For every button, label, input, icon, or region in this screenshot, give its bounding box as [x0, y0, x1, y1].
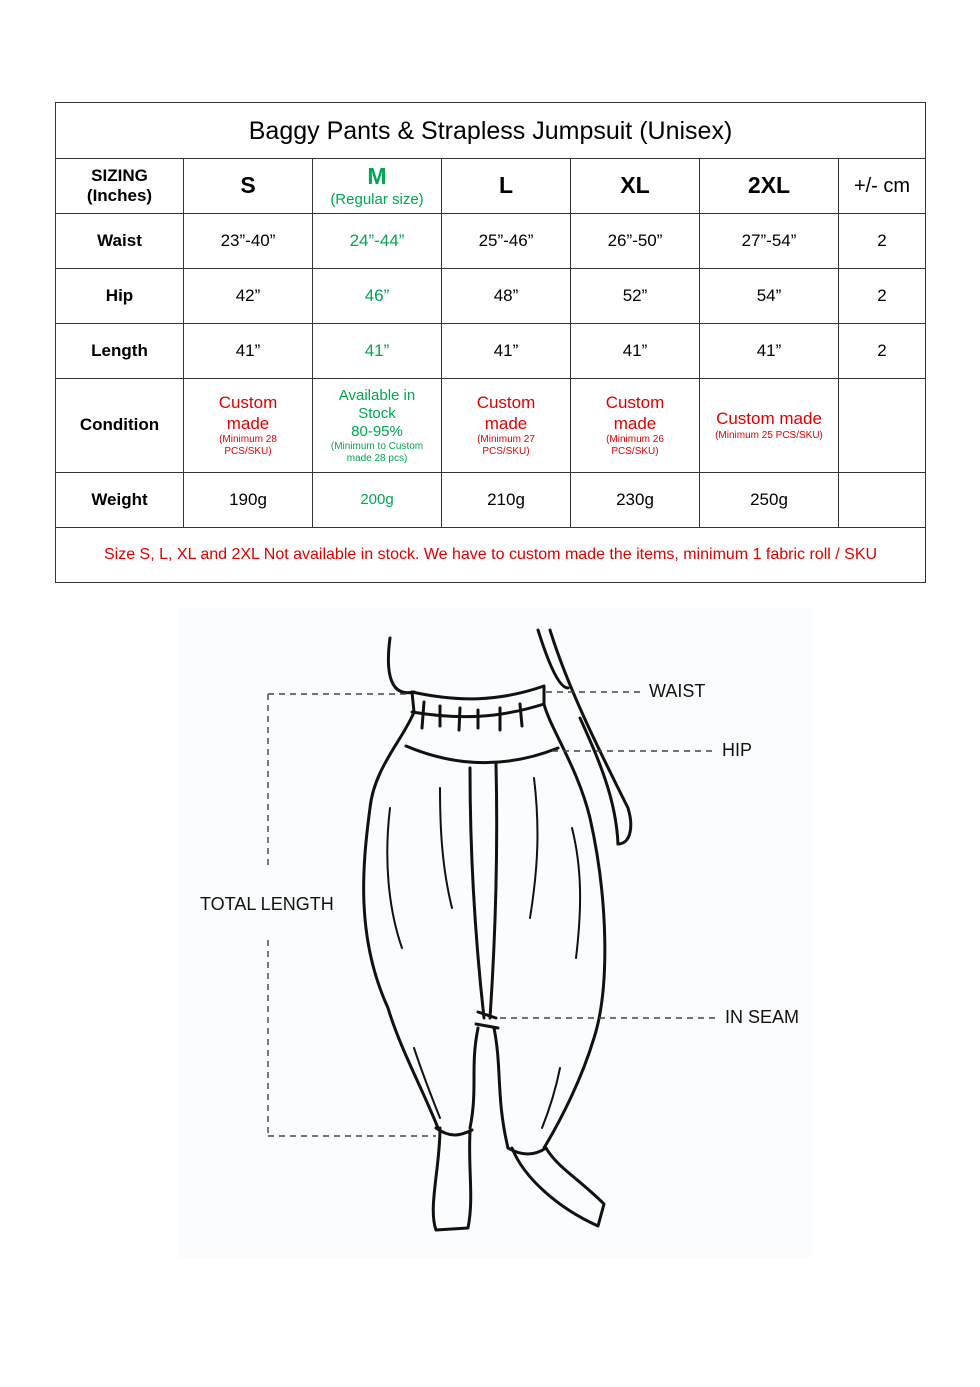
stock-note: Size S, L, XL and 2XL Not available in stock. We have to custom made the items, minimum 1 fabric roll / SKU	[56, 528, 926, 583]
hip-m: 46”	[313, 269, 442, 324]
table-row	[56, 214, 926, 269]
hip-label: Hip	[56, 269, 184, 324]
condition-xl-main: Custom made	[605, 393, 665, 433]
weight-xl: 230g	[571, 473, 700, 528]
size-2xl-header: 2XL	[700, 159, 839, 214]
waist-m: 24”-44”	[313, 214, 442, 269]
waist-xl: 26”-50”	[571, 214, 700, 269]
condition-2xl	[700, 379, 839, 473]
weight-l: 210g	[442, 473, 571, 528]
condition-s-note: (Minimum 28 PCS/SKU)	[219, 433, 277, 457]
hip-tolerance: 2	[839, 269, 926, 324]
size-xl-header: XL	[571, 159, 700, 214]
condition-2xl-note: (Minimum 25 PCS/SKU)	[715, 429, 823, 441]
hip-2xl: 54”	[700, 269, 839, 324]
total-length-label-diagram: TOTAL LENGTH	[200, 894, 334, 914]
inches-label: (Inches)	[86, 186, 153, 205]
table-row	[56, 379, 926, 473]
condition-m-line3: 80-95%	[351, 422, 403, 440]
condition-xl	[571, 379, 700, 473]
condition-2xl-main: Custom made	[716, 409, 822, 429]
waist-2xl: 27”-54”	[700, 214, 839, 269]
weight-tolerance	[839, 473, 926, 528]
size-l-header: L	[442, 159, 571, 214]
length-s: 41”	[184, 324, 313, 379]
condition-l-note: (Minimum 27 PCS/SKU)	[477, 433, 535, 457]
waist-label: Waist	[56, 214, 184, 269]
weight-m: 200g	[313, 473, 442, 528]
header-row	[56, 159, 926, 214]
sizing-header	[56, 159, 184, 214]
condition-tolerance	[839, 379, 926, 473]
length-label: Length	[56, 324, 184, 379]
table-row	[56, 269, 926, 324]
hip-s: 42”	[184, 269, 313, 324]
in-seam-label-diagram: IN SEAM	[725, 1007, 800, 1027]
sizing-label: SIZING	[91, 165, 148, 185]
condition-s-main: Custom made	[218, 393, 278, 433]
table-title: Baggy Pants & Strapless Jumpsuit (Unisex)	[56, 103, 926, 159]
condition-label: Condition	[56, 379, 184, 473]
weight-label: Weight	[56, 473, 184, 528]
waist-s: 23”-40”	[184, 214, 313, 269]
length-2xl: 41”	[700, 324, 839, 379]
hip-l: 48”	[442, 269, 571, 324]
condition-m-line2: Stock	[358, 404, 396, 422]
waist-l: 25”-46”	[442, 214, 571, 269]
table-row	[56, 473, 926, 528]
length-xl: 41”	[571, 324, 700, 379]
size-chart-table	[55, 102, 926, 583]
length-l: 41”	[442, 324, 571, 379]
size-s-header: S	[184, 159, 313, 214]
pants-illustration	[178, 608, 812, 1258]
length-m: 41”	[313, 324, 442, 379]
regular-size-note: (Regular size)	[330, 190, 424, 208]
weight-2xl: 250g	[700, 473, 839, 528]
condition-s	[184, 379, 313, 473]
hip-label-diagram: HIP	[722, 740, 753, 760]
waist-tolerance: 2	[839, 214, 926, 269]
condition-l	[442, 379, 571, 473]
tolerance-header: +/- cm	[839, 159, 926, 214]
pants-measurement-diagram	[178, 608, 812, 1258]
table-row	[56, 324, 926, 379]
condition-m-line1: Available in	[338, 386, 416, 404]
waist-label-diagram: WAIST	[649, 681, 706, 701]
condition-m-note: (Minimum to Custom made 28 pcs)	[330, 440, 424, 464]
condition-xl-note: (Minimum 26 PCS/SKU)	[606, 433, 664, 457]
size-m-label: M	[367, 163, 387, 190]
length-tolerance: 2	[839, 324, 926, 379]
condition-m	[313, 379, 442, 473]
size-m-header	[313, 159, 442, 214]
weight-s: 190g	[184, 473, 313, 528]
condition-l-main: Custom made	[476, 393, 536, 433]
hip-xl: 52”	[571, 269, 700, 324]
